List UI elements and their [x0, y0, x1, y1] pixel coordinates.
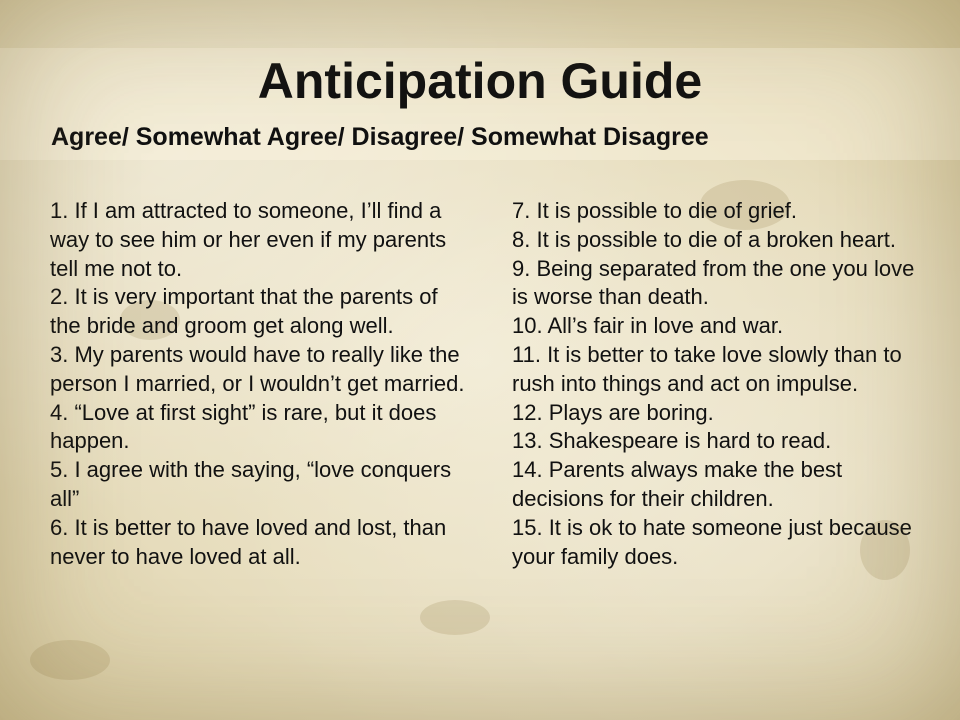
statement-item: 10. All’s fair in love and war.: [512, 313, 784, 339]
statement-item: 1. If I am attracted to someone, I’ll find a way to see him or her even if my parents tell me not to.: [50, 198, 447, 281]
statement-item: 9. Being separated from the one you love is worse than death.: [512, 255, 915, 310]
statement-item: 4. “Love at first sight” is rare, but it does happen.: [50, 399, 437, 454]
slide-subtitle: Agree/ Somewhat Agree/ Disagree/ Somewhat Disagree: [51, 123, 709, 151]
statement-item: 2. It is very important that the parents of the bride and groom get along well.: [50, 284, 438, 339]
statement-item: 5. I agree with the saying, “love conquers all”: [50, 457, 452, 511]
statement-item: 11. It is better to take love slowly than to rush into things and act on impulse.: [512, 341, 902, 396]
slide-title: Anticipation Guide: [257, 53, 703, 109]
statement-item: 8. It is possible to die of a broken heart.: [512, 226, 897, 252]
statement-item: 3. My parents would have to really like the person I married, or I wouldn’t get married.: [50, 341, 465, 396]
statement-item: 7. It is possible to die of grief.: [512, 198, 797, 223]
statement-item: 15. It is ok to hate someone just because your family does.: [512, 514, 912, 569]
statement-item: 12. Plays are boring.: [512, 399, 714, 425]
statement-list-left: [50, 197, 470, 571]
statement-item: 14. Parents always make the best decisions for their children.: [512, 457, 843, 511]
statement-item: 13. Shakespeare is hard to read.: [512, 428, 832, 454]
paper-texture-speck: [30, 640, 110, 680]
statement-item: 6. It is better to have loved and lost, than never to have loved at all.: [50, 514, 447, 569]
paper-texture-speck: [420, 600, 490, 635]
statement-list-right: [512, 197, 922, 571]
